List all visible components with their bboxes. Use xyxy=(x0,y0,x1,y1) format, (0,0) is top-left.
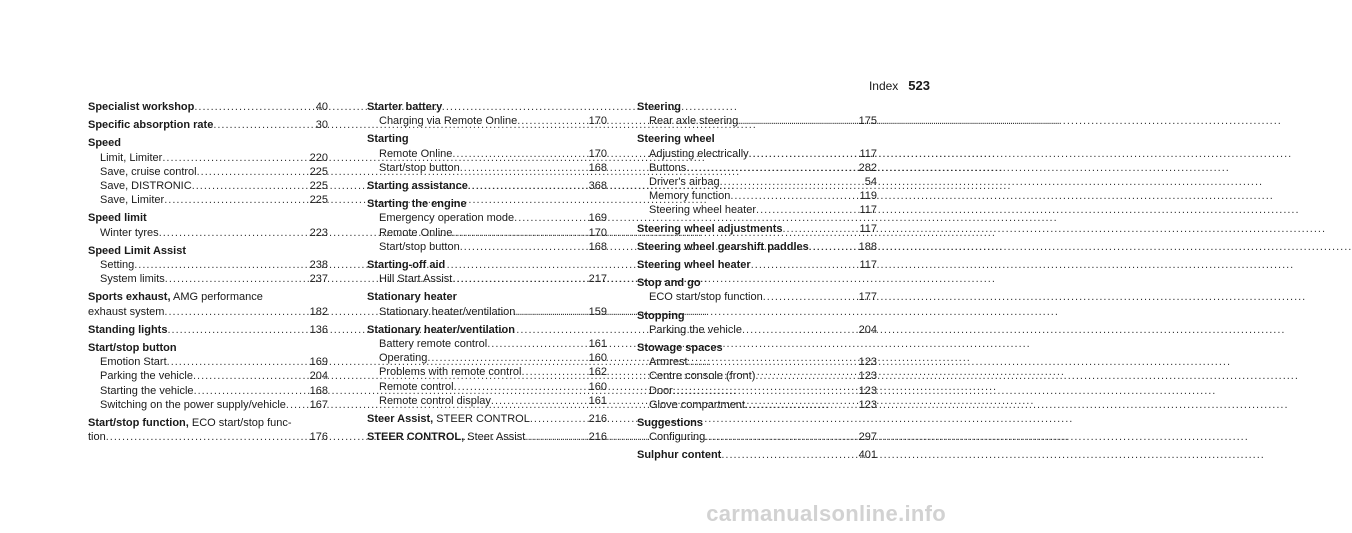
index-entry xyxy=(367,258,607,286)
index-entry xyxy=(367,100,607,128)
entry-heading[interactable]: Sports exhaust, xyxy=(88,291,171,304)
page-ref[interactable]: 177 xyxy=(858,291,877,304)
page-ref[interactable]: 160 xyxy=(588,380,607,393)
entry-heading[interactable]: Steer Assist, xyxy=(367,413,434,426)
sub-entry[interactable]: Hill Start Assist xyxy=(379,273,453,286)
page-header xyxy=(869,78,930,93)
page-ref[interactable]: 117 xyxy=(859,147,877,160)
page-ref[interactable]: 168 xyxy=(588,161,607,174)
sub-entry[interactable]: Remote Online xyxy=(379,226,453,239)
sub-entry[interactable]: Rear axle steering xyxy=(649,115,739,128)
page-ref[interactable]: 119 xyxy=(859,190,877,203)
sub-entry[interactable]: Remote control display xyxy=(379,394,491,407)
sub-entry[interactable]: Starting the vehicle xyxy=(100,384,194,397)
page-ref[interactable]: 282 xyxy=(858,161,877,174)
index-entry xyxy=(88,211,328,239)
sub-entry[interactable]: Driver's airbag xyxy=(649,176,720,189)
index-column-1 xyxy=(88,100,328,448)
page-ref[interactable]: 169 xyxy=(588,212,607,225)
page-ref[interactable]: 161 xyxy=(588,338,607,351)
index-entry xyxy=(367,290,607,318)
entry-heading[interactable]: Steering wheel heater xyxy=(637,259,751,272)
index-entry xyxy=(88,244,328,287)
entry-heading[interactable]: Specific absorption rate xyxy=(88,119,214,132)
index-column-2 xyxy=(367,100,607,448)
index-entry xyxy=(367,179,607,193)
sub-entry[interactable]: Switching on the power supply/vehicle xyxy=(100,398,286,411)
page-ref[interactable]: 204 xyxy=(309,370,328,383)
page-ref[interactable]: 30 xyxy=(315,119,328,132)
index-entry xyxy=(637,100,877,128)
index-entry xyxy=(367,132,607,175)
index-entry xyxy=(637,132,877,217)
page-ref[interactable]: 238 xyxy=(309,259,328,272)
index-entry xyxy=(88,290,328,318)
page-ref[interactable]: 170 xyxy=(588,147,607,160)
sub-entry[interactable]: Stationary heater/ventilation xyxy=(379,305,516,318)
sub-entry[interactable]: Adjusting electrically xyxy=(649,147,749,160)
sub-entry[interactable]: Remote control xyxy=(379,380,454,393)
page-ref[interactable]: 168 xyxy=(309,384,328,397)
sub-entry[interactable]: Charging via Remote Online xyxy=(379,115,518,128)
sub-entry[interactable]: Limit, Limiter xyxy=(100,151,163,164)
page-ref[interactable]: 123 xyxy=(858,384,877,397)
page-ref[interactable]: 123 xyxy=(858,398,877,411)
entry-heading: Starting the engine xyxy=(367,198,467,211)
page-ref[interactable]: 297 xyxy=(858,431,877,444)
sub-entry[interactable]: Save, cruise control xyxy=(100,165,197,178)
entry-heading: Suggestions xyxy=(637,417,704,430)
sub-entry[interactable]: Centre console (front) xyxy=(649,370,756,383)
watermark: carmanualsonline.info xyxy=(706,501,946,526)
page-ref[interactable]: 170 xyxy=(588,115,607,128)
entry-heading: Speed limit xyxy=(88,212,147,225)
sub-entry[interactable]: Configuring xyxy=(649,431,706,444)
index-entry xyxy=(88,416,328,444)
page-ref[interactable]: 167 xyxy=(309,398,328,411)
index-entry xyxy=(637,240,877,254)
index-entry xyxy=(637,309,877,337)
entry-heading: Speed xyxy=(88,137,122,150)
entry-heading: Starting-off aid xyxy=(367,259,446,272)
sub-entry[interactable]: Glove compartment xyxy=(649,398,745,411)
index-entry xyxy=(637,448,877,462)
page-ref[interactable]: 162 xyxy=(588,366,607,379)
page-ref[interactable]: 401 xyxy=(858,449,877,462)
sub-entry[interactable]: Door xyxy=(649,384,673,397)
page-ref[interactable]: 170 xyxy=(588,226,607,239)
page-ref[interactable]: 117 xyxy=(859,204,877,217)
sub-entry[interactable]: ECO start/stop function xyxy=(649,291,763,304)
index-entry xyxy=(637,276,877,304)
entry-heading: Steering wheel xyxy=(637,133,715,146)
sub-entry[interactable]: Parking the vehicle xyxy=(649,323,742,336)
entry-heading: Stationary heater xyxy=(367,291,457,304)
entry-heading: Starter battery xyxy=(367,101,443,113)
entry-continuation[interactable]: tion xyxy=(88,431,106,444)
page-ref[interactable]: 225 xyxy=(309,165,328,178)
page-ref[interactable]: 216 xyxy=(588,431,607,444)
entry-heading: Starting xyxy=(367,133,409,146)
page-ref[interactable]: 161 xyxy=(588,394,607,407)
index-entry xyxy=(88,100,328,114)
index-entry xyxy=(367,323,607,408)
page-ref[interactable]: 188 xyxy=(858,240,877,253)
page-ref[interactable]: 168 xyxy=(588,240,607,253)
sub-entry[interactable]: Winter tyres xyxy=(100,226,159,239)
entry-heading[interactable]: Standing lights xyxy=(88,323,168,336)
sub-entry[interactable]: Operating xyxy=(379,352,428,365)
page-number: 523 xyxy=(908,78,930,93)
entry-heading[interactable]: STEER CONTROL, xyxy=(367,431,465,444)
entry-crossref[interactable]: AMG performance xyxy=(170,291,263,304)
page-ref[interactable]: 368 xyxy=(588,180,607,193)
index-entry xyxy=(637,416,877,444)
sub-entry[interactable]: Parking the vehicle xyxy=(100,370,193,383)
index-entry xyxy=(88,118,328,132)
page-ref[interactable]: 220 xyxy=(309,151,328,164)
index-entry xyxy=(637,222,877,236)
sub-entry[interactable]: Save, DISTRONIC xyxy=(100,180,192,193)
sub-entry[interactable]: Battery remote control xyxy=(379,338,488,351)
index-entry xyxy=(367,430,607,444)
index-entry xyxy=(637,341,877,412)
sub-entry[interactable]: Start/stop button xyxy=(379,240,460,253)
page-ref[interactable]: 176 xyxy=(309,431,328,444)
page-ref[interactable]: 225 xyxy=(309,194,328,207)
entry-heading: Start/stop button xyxy=(88,342,177,355)
entry-crossref[interactable]: Steer Assist xyxy=(464,431,526,444)
sub-entry[interactable]: Setting xyxy=(100,259,135,272)
page-ref[interactable]: 237 xyxy=(309,273,328,286)
entry-heading: Stowage spaces xyxy=(637,342,723,355)
page-ref[interactable]: 136 xyxy=(309,323,328,336)
entry-heading[interactable]: Sulphur content xyxy=(637,449,722,462)
index-entry xyxy=(367,197,607,254)
entry-crossref[interactable]: ECO start/stop func- xyxy=(188,417,292,430)
entry-heading[interactable]: Specialist workshop xyxy=(88,101,195,113)
page-ref[interactable]: 217 xyxy=(588,273,607,286)
page-ref[interactable]: 182 xyxy=(309,305,328,318)
page-ref[interactable]: 216 xyxy=(588,413,607,426)
entry-heading: Stopping xyxy=(637,309,685,322)
page-ref[interactable]: 204 xyxy=(858,323,877,336)
entry-continuation[interactable]: exhaust system xyxy=(88,305,165,318)
index-entry xyxy=(88,341,328,412)
sub-entry[interactable]: System limits xyxy=(100,273,165,286)
entry-heading[interactable]: Start/stop function, xyxy=(88,417,189,430)
index-column-3 xyxy=(637,100,877,467)
index-entry xyxy=(88,323,328,337)
page-ref[interactable]: 40 xyxy=(315,101,328,113)
entry-heading[interactable]: Steering wheel gearshift paddles xyxy=(637,240,809,253)
sub-entry[interactable]: Armrest xyxy=(649,356,688,369)
entry-heading: Speed Limit Assist xyxy=(88,244,187,257)
entry-crossref[interactable]: STEER CONTROL xyxy=(433,413,530,426)
index-entry xyxy=(88,136,328,207)
page-ref[interactable]: 169 xyxy=(309,356,328,369)
sub-entry[interactable]: Start/stop button xyxy=(379,161,460,174)
entry-heading[interactable]: Steering wheel adjustments xyxy=(637,222,783,235)
index-entry xyxy=(367,412,607,426)
section-label: Index xyxy=(868,79,899,93)
entry-heading: Steering xyxy=(637,101,682,113)
page-ref[interactable]: 117 xyxy=(859,259,877,272)
entry-heading: Stationary heater/ventilation xyxy=(367,323,515,336)
sub-entry[interactable]: Emotion Start xyxy=(100,356,167,369)
sub-entry[interactable]: Remote Online xyxy=(379,147,453,160)
page-ref[interactable]: 54 xyxy=(864,176,877,189)
sub-entry[interactable]: Emergency operation mode xyxy=(379,212,515,225)
entry-heading[interactable]: Starting assistance xyxy=(367,180,468,193)
page-ref[interactable]: 117 xyxy=(859,222,877,235)
page-ref[interactable]: 225 xyxy=(309,180,328,193)
sub-entry[interactable]: Steering wheel heater xyxy=(649,204,757,217)
page-ref[interactable]: 160 xyxy=(588,352,607,365)
sub-entry[interactable]: Save, Limiter xyxy=(100,194,165,207)
sub-entry[interactable]: Buttons xyxy=(649,161,687,174)
sub-entry[interactable]: Problems with remote control xyxy=(379,366,522,379)
page-ref[interactable]: 223 xyxy=(309,226,328,239)
page-ref[interactable]: 159 xyxy=(588,305,607,318)
page-ref[interactable]: 123 xyxy=(858,356,877,369)
index-entry xyxy=(637,258,877,272)
sub-entry[interactable]: Memory function xyxy=(649,190,731,203)
entry-heading: Stop and go xyxy=(637,277,701,290)
page-ref[interactable]: 123 xyxy=(858,370,877,383)
page-ref[interactable]: 175 xyxy=(858,115,877,128)
